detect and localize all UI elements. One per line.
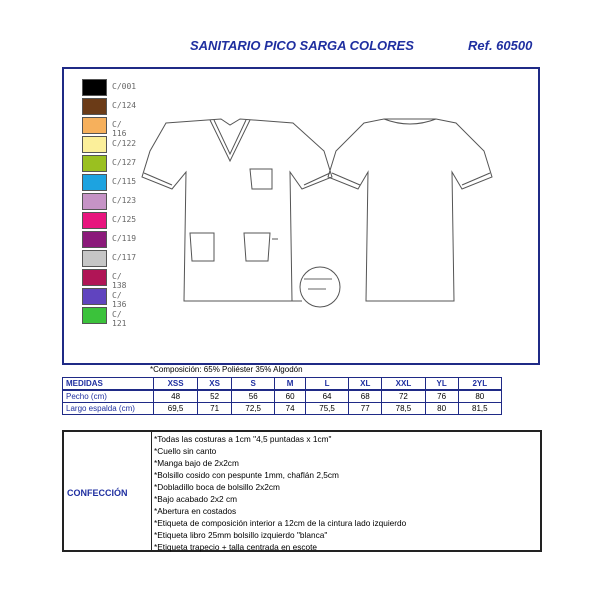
- size-cell: 72,5: [232, 403, 275, 415]
- color-code: C/122: [112, 139, 137, 148]
- color-code: C/001: [112, 82, 137, 91]
- size-cell: 75,5: [305, 403, 348, 415]
- size-cell: 69,5: [154, 403, 198, 415]
- size-cell: 80: [425, 403, 458, 415]
- color-code: C/127: [112, 158, 137, 167]
- size-table: [62, 377, 502, 415]
- reference-number: Ref. 60500: [468, 38, 533, 53]
- color-code: C/ 136: [112, 291, 127, 309]
- size-column-header: S: [232, 378, 275, 391]
- composition-note: *Composición: 65% Poliéster 35% Algodón: [150, 365, 303, 374]
- back-view: [328, 119, 492, 301]
- size-cell: 78,5: [382, 403, 425, 415]
- size-cell: 60: [275, 390, 306, 403]
- confeccion-item: *Abertura en costados: [154, 506, 237, 516]
- confeccion-item: *Etiqueta trapecio + talla centrada en escote: [154, 542, 318, 552]
- confeccion-item: *Bajo acabado 2x2 cm: [154, 494, 238, 504]
- document-title: SANITARIO PICO SARGA COLORES: [190, 38, 414, 53]
- size-row-label: Pecho (cm): [63, 390, 154, 403]
- garment-figure: [62, 67, 540, 365]
- confeccion-item: *Cuello sin canto: [154, 446, 217, 456]
- garment-drawing: [64, 69, 538, 363]
- confeccion-list: [154, 433, 406, 553]
- size-cell: 52: [198, 390, 232, 403]
- size-row: [63, 390, 502, 403]
- color-code: C/123: [112, 196, 137, 205]
- color-code: C/125: [112, 215, 137, 224]
- confeccion-item: *Etiqueta libro 25mm bolsillo izquierdo "blanca": [154, 530, 328, 540]
- size-cell: 81,5: [458, 403, 501, 415]
- confeccion-item: *Dobladillo boca de bolsillo 2x2cm: [154, 482, 280, 492]
- size-cell: 71: [198, 403, 232, 415]
- size-cell: 74: [275, 403, 306, 415]
- size-column-header: XXL: [382, 378, 425, 391]
- confeccion-item: *Todas las costuras a 1cm "4,5 puntadas x 1cm": [154, 434, 332, 444]
- size-column-header: 2YL: [458, 378, 501, 391]
- size-column-header: L: [305, 378, 348, 391]
- size-cell: 56: [232, 390, 275, 403]
- confeccion-item: *Etiqueta de composición interior a 12cm de la cintura lado izquierdo: [154, 518, 407, 528]
- color-code: C/117: [112, 253, 137, 262]
- color-code: C/119: [112, 234, 137, 243]
- size-row: [63, 403, 502, 415]
- size-cell: 76: [425, 390, 458, 403]
- color-code: C/ 116: [112, 120, 127, 138]
- color-code: C/ 121: [112, 310, 127, 328]
- size-cell: 48: [154, 390, 198, 403]
- confeccion-label-cell: [64, 432, 152, 550]
- size-table-header-label: MEDIDAS: [63, 378, 154, 391]
- confeccion-item: *Manga bajo de 2x2cm: [154, 458, 239, 468]
- size-row-label: Largo espalda (cm): [63, 403, 154, 415]
- confeccion-label: CONFECCIÓN: [67, 488, 128, 498]
- size-column-header: XSS: [154, 378, 198, 391]
- size-column-header: XS: [198, 378, 232, 391]
- size-cell: 64: [305, 390, 348, 403]
- size-cell: 80: [458, 390, 501, 403]
- color-code: C/124: [112, 101, 137, 110]
- confeccion-item: *Bolsillo cosido con pespunte 1mm, chaflán 2,5cm: [154, 470, 339, 480]
- color-code: C/ 138: [112, 272, 127, 290]
- size-cell: 68: [349, 390, 382, 403]
- size-column-header: M: [275, 378, 306, 391]
- color-code: C/115: [112, 177, 137, 186]
- front-view: [142, 119, 332, 301]
- size-cell: 72: [382, 390, 425, 403]
- size-column-header: YL: [425, 378, 458, 391]
- size-cell: 77: [349, 403, 382, 415]
- confeccion-box: [62, 430, 542, 552]
- size-column-header: XL: [349, 378, 382, 391]
